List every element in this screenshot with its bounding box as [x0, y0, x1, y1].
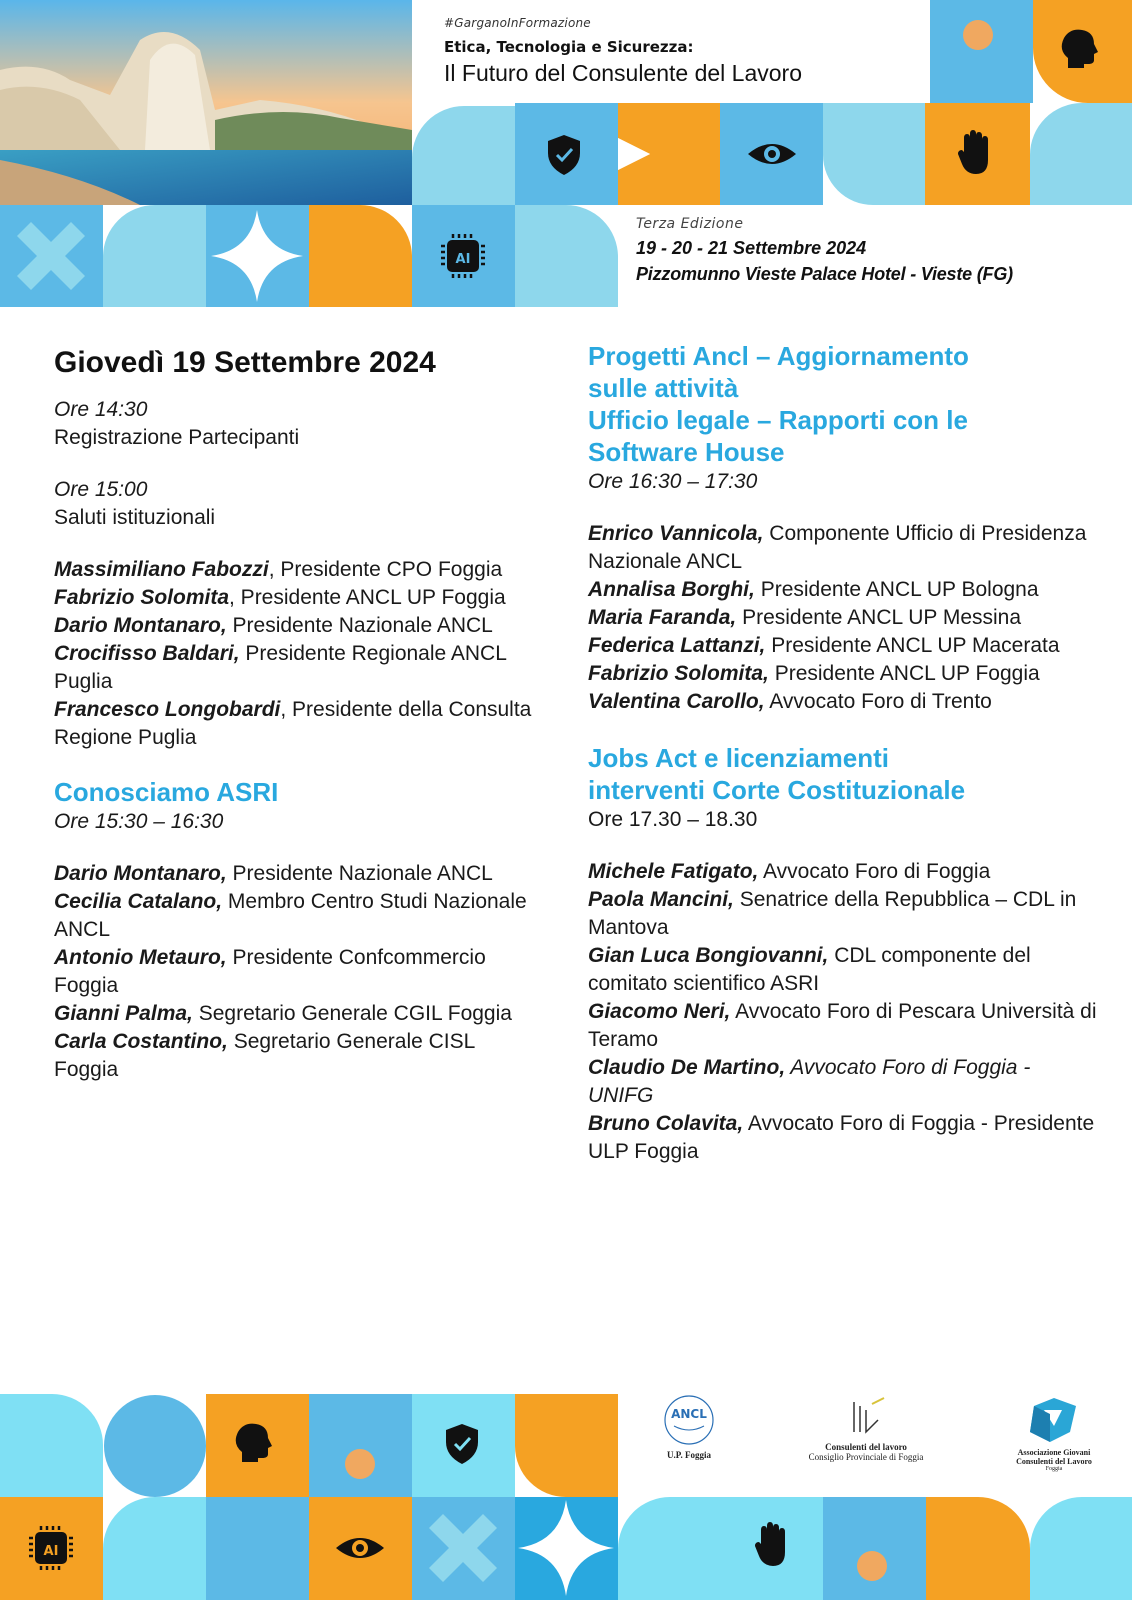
- list-item: [588, 576, 1098, 604]
- list-item: [54, 556, 544, 584]
- person-name: Dario Montanaro,: [54, 614, 227, 637]
- event-venue: Pizzomunno Vieste Palace Hotel - Vieste (FG): [636, 264, 1013, 284]
- person-role: , Presidente ANCL UP Foggia: [229, 586, 506, 609]
- agcl-line3: Foggia: [1045, 1466, 1063, 1472]
- person-role: , Presidente CPO Foggia: [268, 558, 503, 581]
- list-item: [54, 584, 544, 612]
- slot-time: Ore 15:00: [54, 478, 148, 501]
- list-item: [588, 520, 1098, 576]
- person-name: Valentina Carollo,: [588, 690, 765, 713]
- person-name: Fabrizio Solomita,: [588, 662, 769, 685]
- list-item: [54, 1000, 544, 1028]
- person-role: Presidente ANCL UP Bologna: [754, 578, 1039, 601]
- person-role: Presidente ANCL UP Messina: [736, 606, 1022, 629]
- speakers-list: [588, 858, 1098, 1166]
- list-item: [588, 886, 1098, 942]
- section-title-line: Progetti Ancl – Aggiornamento: [588, 341, 969, 371]
- person-name: Maria Faranda,: [588, 606, 737, 629]
- svg-text:AI: AI: [455, 252, 471, 267]
- section-title-line: Ufficio legale – Rapporti con le: [588, 405, 968, 435]
- ancl-mark: ANCL: [671, 1407, 707, 1421]
- person-name: Gianni Palma,: [54, 1002, 193, 1025]
- section-title: Conosciamo ASRI: [54, 777, 279, 807]
- slot-time: Ore 14:30: [54, 398, 148, 421]
- cdl-logo: [796, 1396, 936, 1466]
- section-title: [588, 742, 1098, 806]
- person-name: Crocifisso Baldari,: [54, 642, 240, 665]
- person-name: Francesco Longobardi: [54, 698, 281, 721]
- edition-label: Terza Edizione: [636, 216, 744, 232]
- person-role: CDL componente del comitato scientifico ASRI: [588, 944, 1031, 995]
- list-item: [588, 688, 1098, 716]
- person-role: Presidente ANCL UP Macerata: [765, 634, 1060, 657]
- person-name: Federica Lattanzi,: [588, 634, 766, 657]
- person-name: Claudio De Martino,: [588, 1056, 786, 1079]
- list-item: [588, 942, 1098, 998]
- section-title-line: interventi Corte Costituzionale: [588, 775, 966, 805]
- person-name: Gian Luca Bongiovanni,: [588, 944, 829, 967]
- person-role: Avvocato Foro di Foggia: [758, 860, 991, 883]
- person-name: Dario Montanaro,: [54, 862, 227, 885]
- hashtag: #GarganoInFormazione: [444, 16, 591, 30]
- svg-text:AI: AI: [43, 1544, 59, 1559]
- person-role: , Presidente della Consulta Regione Puglia: [54, 698, 532, 749]
- list-item: [54, 944, 544, 1000]
- footer-graphic: [0, 1394, 1132, 1600]
- list-item: [588, 1110, 1098, 1166]
- person-role: Presidente Regionale ANCL Puglia: [54, 642, 507, 693]
- list-item: [54, 612, 544, 640]
- list-item: [54, 888, 544, 944]
- person-role: Avvocato Foro di Foggia - Presidente ULP Foggia: [588, 1112, 1095, 1163]
- person-name: Massimiliano Fabozzi: [54, 558, 269, 581]
- ancl-label: U.P. Foggia: [667, 1450, 711, 1460]
- cdl-line2: Consiglio Provinciale di Foggia: [808, 1452, 924, 1462]
- person-role: Avvocato Foro di Trento: [764, 690, 992, 713]
- list-item: [54, 860, 544, 888]
- person-role: Segretario Generale CISL Foggia: [54, 1030, 475, 1081]
- section-time: Ore 16:30 – 17:30: [588, 470, 758, 493]
- person-role: Avvocato Foro di Foggia - UNIFG: [588, 1056, 1031, 1107]
- person-role: Segretario Generale CGIL Foggia: [192, 1002, 512, 1025]
- person-role: Senatrice della Repubblica – CDL in Mantova: [588, 888, 1077, 939]
- list-item: [588, 632, 1098, 660]
- person-name: Paola Mancini,: [588, 888, 734, 911]
- person-name: Antonio Metauro,: [54, 946, 227, 969]
- person-role: Presidente Confcommercio Foggia: [54, 946, 486, 997]
- event-subtitle: Etica, Tecnologia e Sicurezza:: [444, 38, 694, 56]
- list-item: [54, 640, 544, 696]
- person-role: Presidente ANCL UP Foggia: [768, 662, 1040, 685]
- section-title: [588, 340, 1098, 468]
- person-name: Annalisa Borghi,: [588, 578, 755, 601]
- slot-text: Saluti istituzionali: [54, 506, 216, 529]
- agcl-line1: Associazione Giovani: [1017, 1448, 1091, 1457]
- person-name: Bruno Colavita,: [588, 1112, 744, 1135]
- greeters-list: [54, 556, 544, 752]
- person-name: Fabrizio Solomita: [54, 586, 230, 609]
- person-role: Avvocato Foro di Pescara Università di Teramo: [588, 1000, 1097, 1051]
- list-item: [588, 660, 1098, 688]
- program-left-column: [54, 340, 544, 1084]
- person-name: Enrico Vannicola,: [588, 522, 764, 545]
- person-role: Presidente Nazionale ANCL: [226, 862, 493, 885]
- person-name: Carla Costantino,: [54, 1030, 228, 1053]
- speakers-list: [54, 860, 544, 1084]
- list-item: [588, 604, 1098, 632]
- agcl-line2: Consulenti del Lavoro: [1016, 1457, 1092, 1466]
- event-title: Il Futuro del Consulente del Lavoro: [444, 60, 802, 86]
- list-item: [588, 858, 1098, 886]
- person-role: Componente Ufficio di Presidenza Nazionale ANCL: [588, 522, 1087, 573]
- person-role: Membro Centro Studi Nazionale ANCL: [54, 890, 527, 941]
- coastline-photo: [0, 0, 412, 205]
- person-name: Giacomo Neri,: [588, 1000, 731, 1023]
- person-role: Presidente Nazionale ANCL: [226, 614, 493, 637]
- list-item: [588, 1054, 1098, 1110]
- slot-text: Registrazione Partecipanti: [54, 426, 300, 449]
- section-title-line: Software House: [588, 437, 785, 467]
- event-dates: 19 - 20 - 21 Settembre 2024: [636, 238, 867, 258]
- list-item: [588, 998, 1098, 1054]
- person-name: Cecilia Catalano,: [54, 890, 223, 913]
- speakers-list: [588, 520, 1098, 716]
- person-name: Michele Fatigato,: [588, 860, 759, 883]
- day-title: Giovedì 19 Settembre 2024: [54, 346, 436, 379]
- agcl-logo: [1004, 1396, 1104, 1496]
- section-time: Ore 15:30 – 16:30: [54, 810, 224, 833]
- section-title-line: Jobs Act e licenziamenti: [588, 743, 890, 773]
- cdl-line1: Consulenti del lavoro: [825, 1442, 907, 1452]
- section-time: Ore 17.30 – 18.30: [588, 808, 758, 831]
- section-title-line: sulle attività: [588, 373, 739, 403]
- ancl-logo: [656, 1394, 722, 1464]
- program-right-column: [588, 340, 1098, 1166]
- list-item: [54, 696, 544, 752]
- list-item: [54, 1028, 544, 1084]
